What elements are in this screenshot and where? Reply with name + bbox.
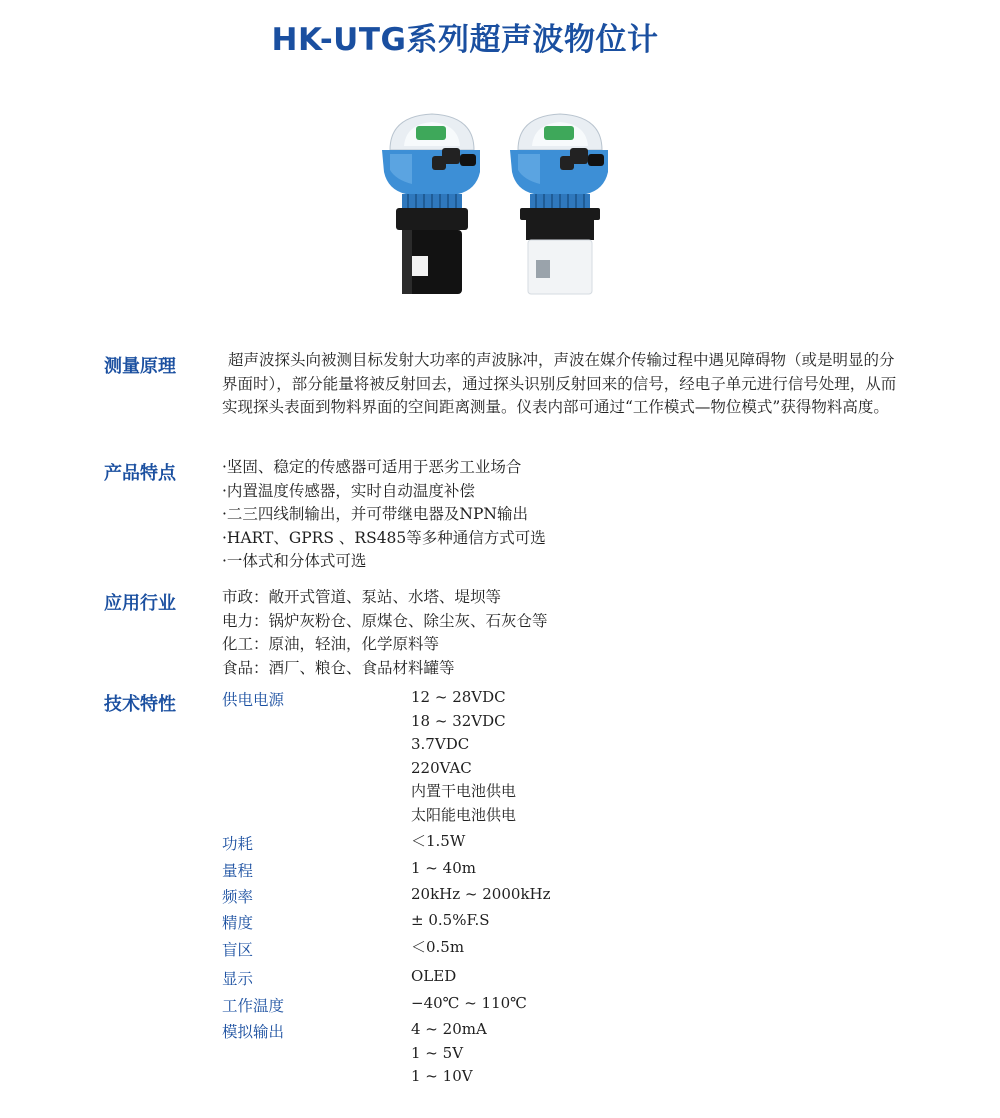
spec-value-power-consumption: ＜1.5W: [411, 832, 466, 850]
product-image-white-probe: [500, 110, 620, 300]
spec-value: 12 ~ 28VDC: [411, 688, 506, 706]
section-label-specs: 技术特性: [104, 694, 176, 715]
section-label-features: 产品特点: [104, 463, 176, 484]
spec-value-blind-zone: ＜0.5m: [411, 938, 465, 956]
spec-values-power-supply: [411, 686, 516, 827]
product-image-black-probe: [372, 110, 492, 300]
feature-item: ·坚固、稳定的传感器可适用于恶劣工业场合: [222, 458, 522, 476]
spec-value-accuracy: ± 0.5%F.S: [411, 911, 490, 929]
application-item: 电力：锅炉灰粉仓、原煤仓、除尘灰、石灰仓等: [222, 611, 548, 630]
feature-item: ·二三四线制输出，并可带继电器及NPN输出: [222, 505, 528, 523]
spec-values-analog-output: [411, 1018, 487, 1089]
section-label-principle: 测量原理: [104, 356, 176, 377]
spec-name-accuracy: 精度: [222, 914, 254, 932]
spec-value-range: 1 ~ 40m: [411, 859, 476, 877]
spec-value: 1 ~ 5V: [411, 1043, 464, 1062]
spec-value: 内置干电池供电: [411, 782, 517, 800]
feature-item: ·内置温度传感器，实时自动温度补偿: [222, 481, 475, 500]
spec-value: 220VAC: [411, 758, 472, 777]
spec-value: 18 ~ 32VDC: [411, 711, 506, 730]
section-label-applications: 应用行业: [104, 593, 176, 614]
principle-text: 超声波探头向被测目标发射大功率的声波脉冲，声波在媒介传输过程中遇见障碍物（或是明显的分界面时），部分能量将被反射回去，通过探头识别反射回来的信号，经电子单元进行信号处理，从而实现探头表面到物料界面的空间距离测量。仪表内部可通过“工作模式—物位模式”获得物料高度。: [222, 351, 897, 416]
application-item: 市政：敞开式管道、泵站、水塔、堤坝等: [222, 588, 502, 606]
spec-name-range: 量程: [222, 862, 254, 880]
application-item: 化工：原油，轻油，化学原料等: [222, 635, 440, 653]
spec-name-operating-temperature: 工作温度: [222, 997, 285, 1015]
features-list: [222, 456, 546, 574]
spec-value: 1 ~ 10V: [411, 1067, 473, 1085]
spec-name-power-supply: 供电电源: [222, 691, 285, 709]
spec-value-frequency: 20kHz ~ 2000kHz: [411, 885, 551, 903]
spec-value: 太阳能电池供电: [411, 805, 517, 824]
spec-name-frequency: 频率: [222, 888, 254, 906]
application-item: 食品：酒厂、粮仓、食品材料罐等: [222, 658, 455, 677]
spec-name-blind-zone: 盲区: [222, 941, 254, 959]
spec-name-analog-output: 模拟输出: [222, 1023, 285, 1041]
spec-value: 3.7VDC: [411, 735, 470, 753]
feature-item: ·一体式和分体式可选: [222, 552, 367, 570]
spec-name-display: 显示: [222, 970, 254, 988]
page-title: HK-UTG系列超声波物位计: [271, 22, 659, 58]
spec-name-power-consumption: 功耗: [222, 835, 254, 853]
spec-value: 4 ~ 20mA: [411, 1020, 487, 1038]
applications-list: [222, 586, 548, 680]
spec-value-display: OLED: [411, 967, 457, 985]
spec-value-operating-temperature: −40℃ ~ 110℃: [411, 994, 527, 1012]
feature-item: ·HART、GPRS 、RS485等多种通信方式可选: [222, 528, 546, 547]
